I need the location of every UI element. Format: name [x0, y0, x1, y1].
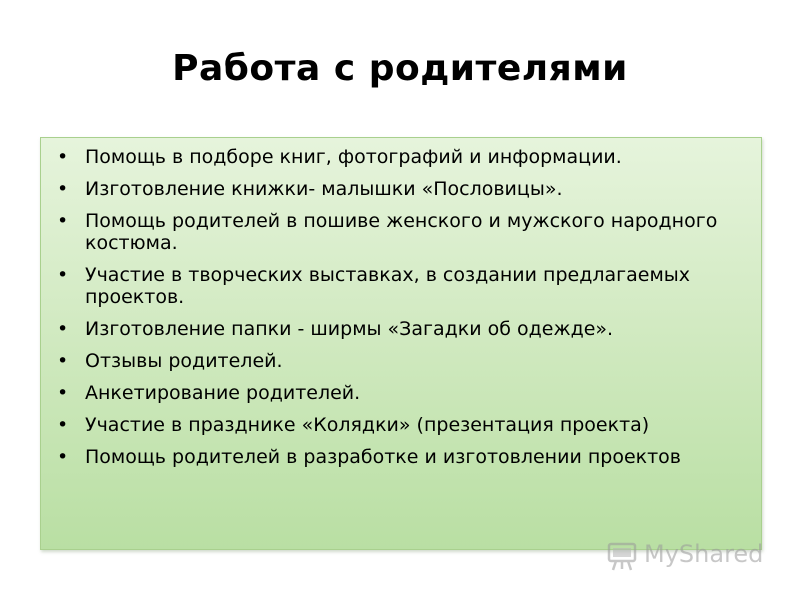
slide-title: Работа с родителями — [172, 48, 628, 89]
bullet-icon: • — [57, 382, 69, 404]
bullet-icon: • — [57, 146, 69, 168]
bullet-icon: • — [57, 350, 69, 372]
list-item — [57, 264, 747, 308]
list-item-text: Анкетирование родителей. — [85, 382, 361, 404]
list-item — [57, 210, 747, 254]
list-item — [57, 382, 747, 404]
list-item-text: Участие в празднике «Колядки» (презентация проекта) — [85, 414, 650, 436]
bullet-icon: • — [57, 210, 69, 232]
bullet-icon: • — [57, 446, 69, 468]
list-item — [57, 318, 747, 340]
content-box — [40, 137, 762, 550]
list-item — [57, 446, 747, 468]
list-item-text: Участие в творческих выставках, в создании предлагаемых проектов. — [85, 264, 691, 308]
bullet-icon: • — [57, 264, 69, 286]
list-item-text: Отзывы родителей. — [85, 350, 283, 372]
list-item-text: Помощь родителей в пошиве женского и мужского народного костюма. — [85, 210, 718, 254]
watermark-text: MyShared — [644, 540, 764, 568]
list-item — [57, 178, 747, 200]
list-item — [57, 350, 747, 372]
list-item-text: Помощь в подборе книг, фотографий и информации. — [85, 146, 622, 168]
bullet-icon: • — [57, 178, 69, 200]
bullet-list — [57, 146, 747, 478]
presentation-board-icon — [606, 540, 638, 572]
list-item — [57, 414, 747, 436]
list-item-text: Изготовление книжки- малышки «Пословицы». — [85, 178, 563, 200]
bullet-icon: • — [57, 414, 69, 436]
bullet-icon: • — [57, 318, 69, 340]
list-item-text: Помощь родителей в разработке и изготовлении проектов — [85, 446, 682, 468]
list-item — [57, 146, 747, 168]
watermark — [606, 538, 766, 574]
list-item-text: Изготовление папки - ширмы «Загадки об одежде». — [85, 318, 614, 340]
